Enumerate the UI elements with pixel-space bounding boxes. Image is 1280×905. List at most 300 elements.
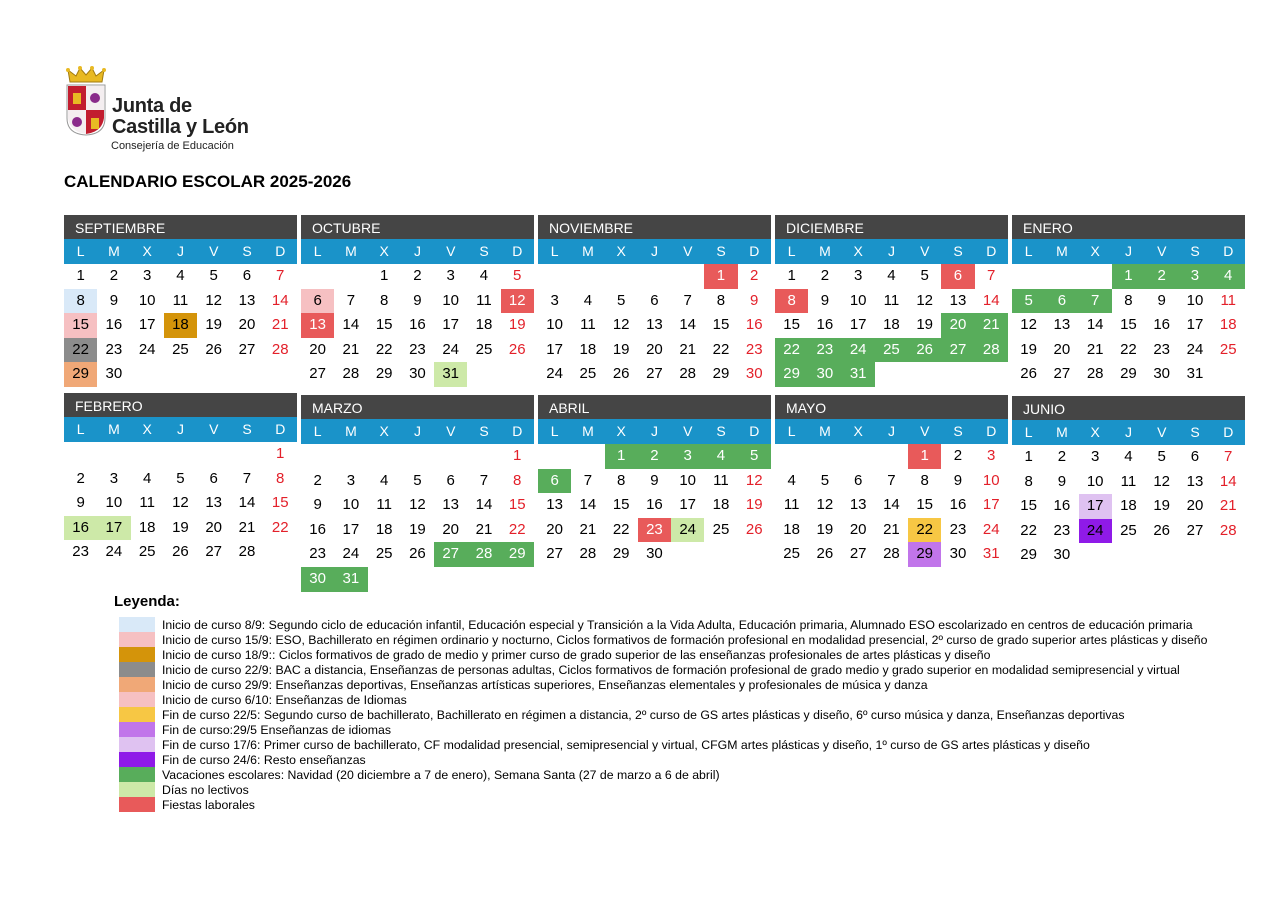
day-grid [775,264,1008,387]
day-cell: 8 [716,291,726,309]
day-cell: 23 [949,520,967,538]
brand-line-2: Castilla y León [112,116,249,138]
day-cell: 13 [849,496,867,514]
day-cell: 5 [920,267,929,284]
day-cell: 5 [176,469,185,487]
legend [114,593,1208,812]
day-cell: 16 [1053,497,1071,515]
day-cell: 1 [76,267,85,284]
day-cell: 18 [475,316,493,334]
month-mayo [775,395,1008,567]
day-cell: 7 [1224,448,1233,465]
legend-item [114,662,1208,677]
day-cell: 18 [375,520,393,538]
legend-item [114,752,1208,767]
day-cell: 14 [238,494,256,512]
day-cell: 13 [205,494,223,512]
legend-swatch [119,752,155,767]
day-cell: 18 [1219,316,1237,334]
month-name: SEPTIEMBRE [64,215,297,239]
legend-swatch [119,662,155,677]
day-cell: 3 [1178,264,1211,289]
day-grid [64,264,297,387]
day-cell: 20 [646,340,663,358]
day-cell: 22 [271,518,289,536]
weekday-header [1012,239,1245,264]
empty-cell [434,444,467,469]
weekday-label: V [683,423,693,439]
empty-cell [197,442,230,467]
weekday-label: X [1090,424,1100,440]
weekday-label: V [920,423,930,439]
weekday-header [775,419,1008,444]
day-cell: 25 [475,340,493,358]
day-cell: 23 [1153,340,1171,358]
weekday-label: J [887,243,895,259]
legend-swatch [119,632,155,647]
day-cell: 30 [949,545,967,563]
day-cell: 14 [342,316,360,334]
day-cell: 15 [783,316,800,334]
day-cell: 10 [138,291,156,309]
day-cell: 6 [538,469,571,494]
day-cell: 30 [409,365,426,383]
day-cell: 7 [583,471,593,489]
legend-text: Vacaciones escolares: Navidad (20 diciembre a 7 de enero), Semana Santa (27 de marzo a 6 de abril) [162,767,720,782]
day-cell: 17 [138,316,156,334]
day-cell: 1 [379,267,389,284]
day-cell: 28 [1219,521,1237,539]
weekday-label: L [787,423,796,439]
day-cell: 5 [1157,448,1166,465]
weekday-label: V [446,243,456,259]
day-cell: 15 [612,496,630,514]
day-cell: 17 [546,340,563,358]
month-noviembre [538,215,771,387]
weekday-label: S [479,243,489,259]
day-cell: 21 [1219,497,1237,515]
month-name: ENERO [1012,215,1245,239]
day-cell: 21 [238,518,256,536]
empty-cell [230,442,263,467]
weekday-label: L [1024,243,1033,259]
day-cell: 15 [508,496,526,514]
day-cell: 25 [579,365,597,383]
day-cell: 3 [853,267,863,284]
day-cell: 10 [342,496,360,514]
legend-item [114,707,1208,722]
day-grid [1012,264,1245,387]
day-cell: 9 [1057,472,1067,490]
empty-cell [97,442,130,467]
day-cell: 28 [271,340,289,358]
day-cell: 12 [916,291,934,309]
day-cell: 8 [1024,472,1033,490]
empty-cell [401,444,434,469]
day-cell: 16 [816,316,834,334]
empty-cell [875,444,908,469]
weekday-label: M [345,243,357,259]
day-cell: 3 [346,471,356,489]
weekday-label: X [142,243,152,259]
day-cell: 27 [849,545,867,563]
day-cell: 21 [475,520,493,538]
legend-title: Leyenda: [114,593,180,610]
day-cell: 29 [1120,365,1137,383]
empty-cell [301,444,334,469]
weekday-label: J [413,423,421,439]
legend-item [114,692,1208,707]
day-cell: 12 [205,291,223,309]
day-cell: 23 [72,543,89,561]
day-cell: 27 [238,340,256,358]
day-cell: 11 [476,291,492,309]
weekday-label: L [313,243,322,259]
day-grid [775,444,1008,567]
weekday-label: J [176,243,184,259]
day-cell: 20 [1053,340,1071,358]
day-cell: 24 [442,340,460,358]
day-cell: 2 [313,471,322,489]
day-cell: 14 [1086,316,1104,334]
legend-text: Inicio de curso 15/9: ESO, Bachillerato en régimen ordinario y nocturno, Ciclos formativos de formación profesional en modalidad presencial, 2º curso de grado superior artes plásticas y diseño [162,632,1208,647]
day-cell: 11 [376,496,392,514]
day-cell: 6 [941,264,974,289]
day-cell: 21 [579,520,597,538]
day-cell: 10 [442,291,460,309]
logo [64,66,264,156]
day-cell: 16 [745,316,763,334]
day-cell: 12 [409,496,426,514]
day-cell: 26 [745,520,763,538]
day-cell: 21 [342,340,360,358]
day-cell: 23 [808,338,841,363]
day-cell: 21 [975,313,1008,338]
month-enero [1012,215,1245,387]
day-cell: 5 [413,471,422,489]
empty-cell [842,444,875,469]
month-name: MAYO [775,395,1008,419]
weekday-label: J [1124,424,1132,440]
day-cell: 12 [1020,316,1037,334]
day-cell: 10 [849,291,867,309]
legend-item [114,632,1208,647]
weekday-label: J [887,423,895,439]
day-cell: 2 [1145,264,1178,289]
day-cell: 15 [375,316,393,334]
day-cell: 24 [1079,519,1112,544]
day-cell: 15 [916,496,934,514]
empty-cell [671,264,704,289]
day-cell: 28 [342,365,360,383]
day-cell: 27 [1053,365,1071,383]
empty-cell [775,444,808,469]
weekday-header [775,239,1008,264]
day-cell: 7 [683,291,692,309]
day-cell: 5 [513,267,522,284]
day-cell: 18 [138,518,156,536]
empty-cell [571,264,604,289]
department-label: Consejería de Educación [111,140,234,152]
empty-cell [538,444,571,469]
day-cell: 2 [953,447,963,464]
day-cell: 20 [309,340,326,358]
day-cell: 24 [342,545,360,563]
day-cell: 27 [434,542,467,567]
month-diciembre [775,215,1008,387]
day-cell: 30 [1153,365,1171,383]
day-cell: 15 [712,316,730,334]
day-cell: 8 [775,289,808,314]
legend-text: Fin de curso 24/6: Resto enseñanzas [162,752,366,767]
page-title: CALENDARIO ESCOLAR 2025-2026 [64,172,352,191]
day-cell: 17 [849,316,867,334]
day-cell: 19 [1153,497,1171,515]
empty-cell [638,264,671,289]
day-cell: 21 [883,520,900,538]
day-cell: 14 [982,291,1000,309]
day-cell: 21 [1086,340,1104,358]
day-cell: 2 [638,444,671,469]
day-cell: 27 [205,543,223,561]
weekday-label: X [142,421,152,437]
day-cell: 25 [712,520,730,538]
day-cell: 31 [842,362,875,387]
day-cell: 22 [775,338,808,363]
legend-swatch [119,767,155,782]
day-cell: 14 [1219,472,1237,490]
day-cell: 25 [783,545,800,563]
day-cell: 1 [1112,264,1145,289]
day-cell: 30 [745,365,763,383]
day-cell: 3 [109,469,119,487]
day-cell: 27 [309,365,326,383]
day-cell: 9 [953,471,963,489]
weekday-label: D [275,243,286,259]
day-cell: 1 [908,444,941,469]
day-cell: 19 [508,316,526,334]
legend-swatch [119,647,155,662]
day-cell: 31 [434,362,467,387]
day-cell: 28 [467,542,500,567]
day-cell: 17 [97,516,130,541]
legend-item [114,767,1208,782]
day-cell: 4 [142,469,152,487]
day-cell: 28 [579,545,597,563]
weekday-label: S [1190,424,1200,440]
weekday-header [301,239,534,264]
empty-cell [1079,264,1112,289]
legend-text: Fin de curso:29/5 Enseñanzas de idiomas [162,722,391,737]
day-grid [64,442,297,565]
empty-cell [605,264,638,289]
weekday-label: L [787,243,796,259]
day-cell: 24 [1186,340,1204,358]
day-cell: 2 [76,469,85,487]
day-cell: 30 [301,567,334,592]
legend-item [114,782,1208,797]
legend-text: Inicio de curso 29/9: Enseñanzas deportivas, Enseñanzas artísticas superiores, Enseñanzas elementales y profesionales de música y danza [162,677,928,692]
legend-swatch [119,797,155,812]
day-cell: 19 [745,496,763,514]
day-cell: 17 [1186,316,1204,334]
day-cell: 25 [138,543,156,561]
day-cell: 6 [1045,289,1078,314]
day-cell: 22 [375,340,393,358]
weekday-label: J [413,243,421,259]
day-cell: 4 [1212,264,1245,289]
day-cell: 29 [712,365,730,383]
day-cell: 20 [849,520,867,538]
day-cell: 5 [209,267,218,284]
day-cell: 11 [883,291,900,309]
weekday-label: S [1190,243,1200,259]
weekday-label: S [953,243,963,259]
empty-cell [131,442,164,467]
day-cell: 6 [446,471,455,489]
day-cell: 11 [1120,472,1137,490]
empty-cell [1012,264,1045,289]
day-cell: 1 [1024,448,1033,465]
legend-swatch [119,707,155,722]
day-cell: 19 [612,340,630,358]
weekday-label: S [953,423,963,439]
weekday-label: D [986,243,997,259]
legend-list [114,617,1208,812]
day-cell: 29 [64,362,97,387]
weekday-label: M [1056,424,1068,440]
legend-swatch [119,677,155,692]
day-cell: 14 [883,496,900,514]
day-cell: 11 [1220,291,1237,309]
day-cell: 27 [941,338,974,363]
weekday-label: D [275,421,286,437]
day-grid [301,444,534,592]
day-cell: 17 [442,316,460,334]
day-cell: 26 [409,545,426,563]
weekday-label: X [616,423,626,439]
day-cell: 26 [1020,365,1037,383]
weekday-header [64,417,297,442]
day-cell: 28 [883,545,900,563]
day-cell: 12 [612,316,630,334]
weekday-label: D [749,423,760,439]
day-cell: 2 [820,267,830,284]
day-cell: 20 [1186,497,1204,515]
day-cell: 14 [579,496,597,514]
day-cell: 23 [1053,521,1071,539]
day-cell: 30 [105,365,123,383]
day-cell: 19 [1020,340,1037,358]
day-cell: 13 [238,291,256,309]
weekday-label: S [716,243,726,259]
weekday-label: L [76,243,85,259]
day-grid [301,264,534,387]
day-cell: 29 [908,542,941,567]
day-cell: 3 [550,291,559,309]
day-cell: 16 [949,496,967,514]
day-cell: 27 [1186,521,1204,539]
legend-swatch [119,737,155,752]
weekday-label: V [1157,424,1167,440]
weekday-label: D [986,423,997,439]
weekday-label: S [479,423,489,439]
weekday-label: X [379,423,389,439]
day-cell: 24 [138,340,156,358]
month-marzo [301,395,534,592]
month-febrero [64,393,297,565]
legend-swatch [119,692,155,707]
day-cell: 7 [887,471,896,489]
brand-line-1: Junta de [112,95,192,117]
day-cell: 4 [176,267,185,284]
legend-item [114,722,1208,737]
day-cell: 13 [442,496,460,514]
empty-cell [334,264,367,289]
coat-of-arms-icon [66,84,106,136]
day-cell: 18 [712,496,730,514]
day-cell: 6 [650,291,659,309]
day-cell: 18 [579,340,597,358]
weekday-label: M [108,421,120,437]
day-cell: 13 [1053,316,1071,334]
day-cell: 30 [646,545,663,563]
day-cell: 8 [379,291,389,309]
legend-swatch [119,722,155,737]
day-cell: 23 [309,545,326,563]
month-septiembre [64,215,297,387]
day-grid [538,444,771,567]
day-cell: 2 [109,267,119,284]
day-cell: 11 [783,496,800,514]
day-cell: 28 [975,338,1008,363]
day-cell: 27 [646,365,663,383]
day-grid [538,264,771,387]
day-cell: 14 [679,316,697,334]
day-cell: 14 [475,496,493,514]
weekday-header [64,239,297,264]
day-cell: 18 [883,316,900,334]
day-cell: 26 [205,340,223,358]
day-cell: 15 [1120,316,1137,334]
day-cell: 5 [820,471,830,489]
day-cell: 22 [64,338,97,363]
day-cell: 12 [816,496,834,514]
legend-text: Inicio de curso 18/9:: Ciclos formativos de grado de medio y primer curso de grado superior de las enseñanzas profesionales de artes plásticas y diseño [162,647,991,662]
day-cell: 5 [616,291,626,309]
day-cell: 8 [64,289,97,314]
legend-item [114,617,1208,632]
day-cell: 6 [853,471,863,489]
weekday-label: M [819,243,831,259]
day-cell: 9 [750,291,759,309]
crown-icon [66,66,106,84]
legend-swatch [119,617,155,632]
day-cell: 4 [887,267,896,284]
weekday-label: D [512,423,523,439]
day-cell: 1 [704,264,737,289]
empty-cell [64,442,97,467]
empty-cell [334,444,367,469]
month-name: DICIEMBRE [775,215,1008,239]
weekday-label: S [716,423,726,439]
day-cell: 25 [1120,521,1137,539]
legend-text: Inicio de curso 22/9: BAC a distancia, Enseñanzas de personas adultas, Ciclos formativos de formación profesional de grado medio y grado superior en modalidad semipresencial y virtual [162,662,1180,677]
day-cell: 31 [334,567,367,592]
weekday-label: X [853,243,863,259]
weekday-label: V [446,423,456,439]
day-cell: 16 [646,496,663,514]
